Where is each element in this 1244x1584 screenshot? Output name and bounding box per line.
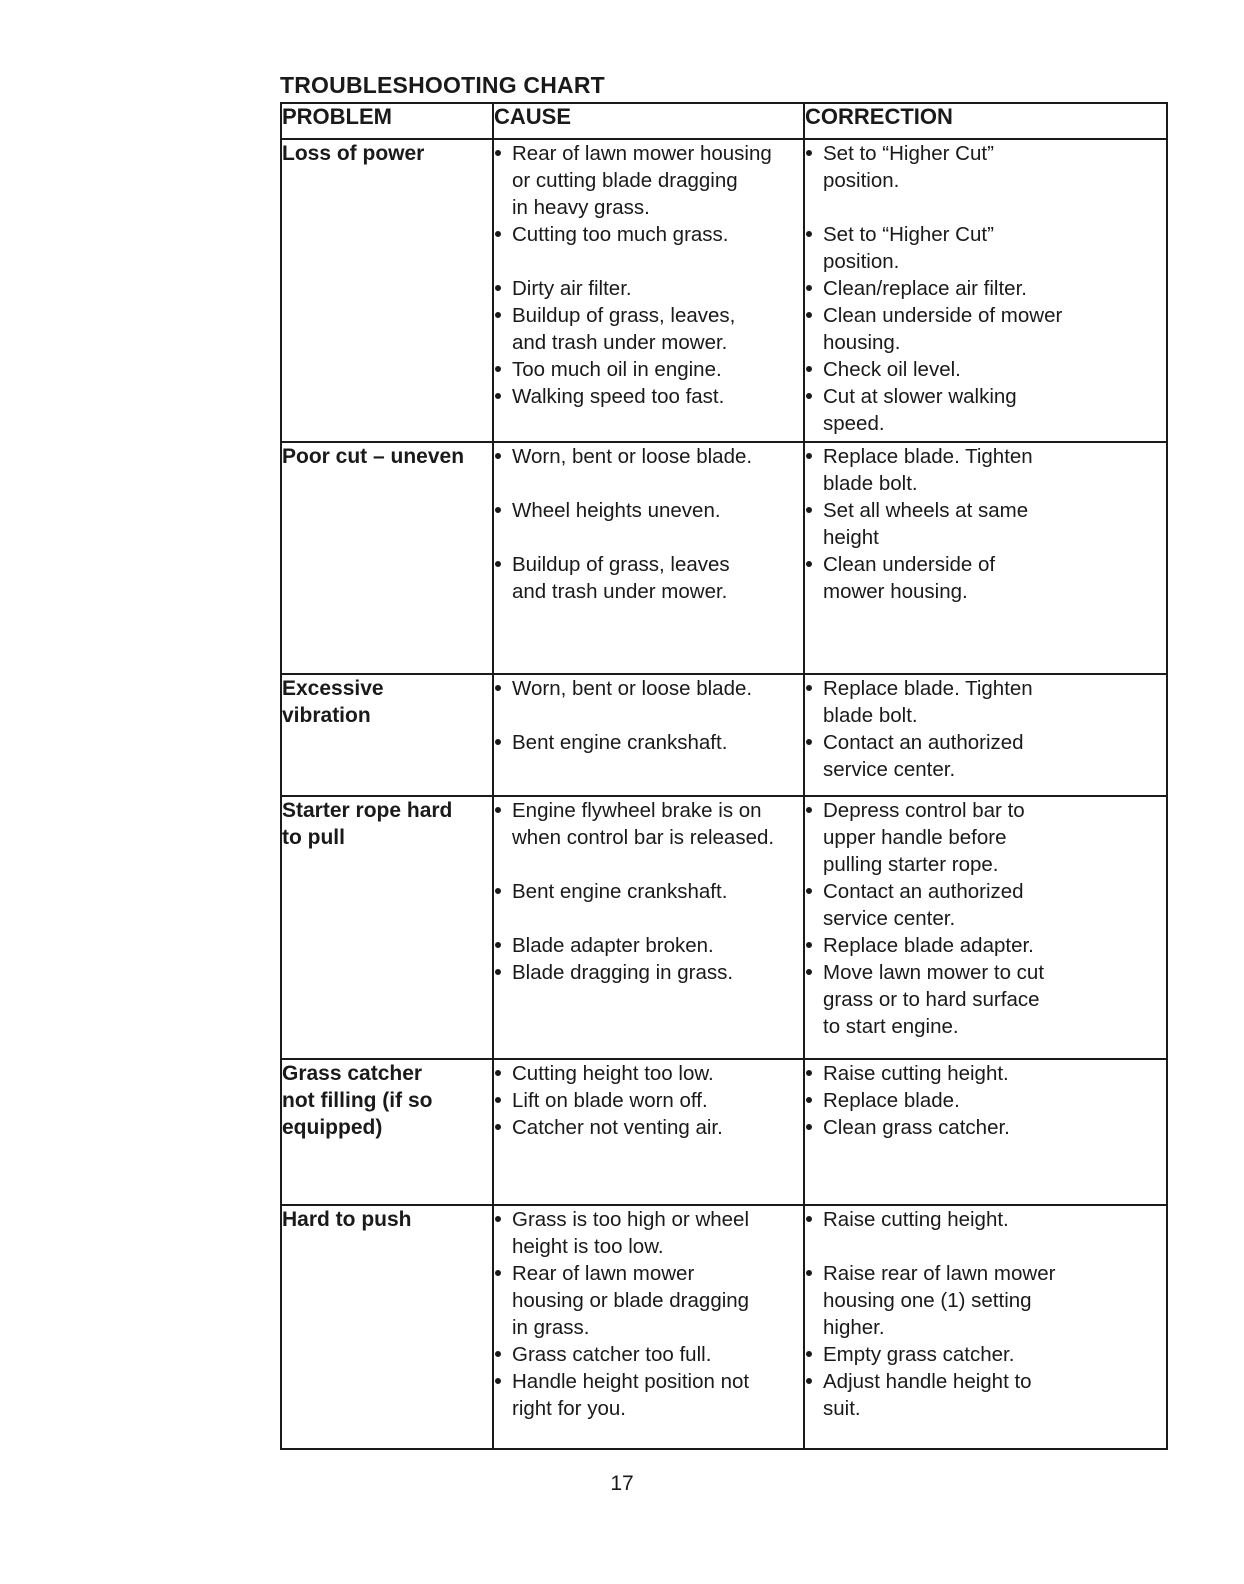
item-text: Bent engine crankshaft.	[512, 731, 728, 754]
correction-item	[805, 497, 1166, 551]
cause-list	[494, 140, 803, 410]
problem-cell	[281, 796, 493, 1059]
correction-item	[805, 1260, 1166, 1341]
item-text: Buildup of grass, leaves, and trash under mower.	[512, 304, 736, 354]
cause-item	[494, 1087, 803, 1114]
correction-cell	[804, 1205, 1167, 1449]
item-text: Cutting height too low.	[512, 1062, 714, 1085]
cause-cell	[493, 1059, 804, 1205]
correction-item	[805, 443, 1166, 497]
item-text: Empty grass catcher.	[823, 1343, 1015, 1366]
item-text: Too much oil in engine.	[512, 358, 722, 381]
table-row	[281, 442, 1167, 674]
correction-item	[805, 302, 1166, 356]
item-text: Raise cutting height.	[823, 1208, 1009, 1231]
table-row	[281, 796, 1167, 1059]
cause-item	[494, 1260, 803, 1341]
item-text: Set to “Higher Cut” position.	[823, 223, 994, 273]
item-text: Buildup of grass, leaves and trash under mower.	[512, 553, 730, 603]
header-cause: CAUSE	[493, 103, 804, 139]
cause-list	[494, 1206, 803, 1422]
item-text: Clean/replace air filter.	[823, 277, 1027, 300]
correction-cell	[804, 1059, 1167, 1205]
header-problem: PROBLEM	[281, 103, 493, 139]
correction-list	[805, 443, 1166, 605]
chart-title: TROUBLESHOOTING CHART	[280, 72, 605, 98]
correction-item	[805, 1114, 1166, 1141]
cause-item	[494, 959, 803, 986]
cause-list	[494, 797, 803, 986]
troubleshooting-table	[280, 102, 1168, 1450]
cause-item	[494, 497, 803, 524]
item-text: Grass catcher too full.	[512, 1343, 712, 1366]
correction-list	[805, 797, 1166, 1040]
cause-item	[494, 551, 803, 605]
cause-item	[494, 1368, 803, 1422]
cause-item	[494, 1206, 803, 1260]
table-row	[281, 1059, 1167, 1205]
correction-item	[805, 729, 1166, 783]
cause-item	[494, 1060, 803, 1087]
item-text: Engine flywheel brake is on when control bar is released.	[512, 799, 775, 849]
item-text: Raise rear of lawn mower housing one (1) setting higher.	[823, 1262, 1056, 1339]
correction-cell	[804, 442, 1167, 674]
correction-item	[805, 932, 1166, 959]
cause-item	[494, 1341, 803, 1368]
problem-cell	[281, 1205, 493, 1449]
cause-cell	[493, 139, 804, 442]
cause-cell	[493, 1205, 804, 1449]
cause-item	[494, 356, 803, 383]
problem-text: Starter rope hard to pull	[282, 799, 453, 849]
cause-item	[494, 275, 803, 302]
item-text: Rear of lawn mower housing or blade dragging in grass.	[512, 1262, 750, 1339]
item-text: Worn, bent or loose blade.	[512, 677, 753, 700]
correction-item	[805, 140, 1166, 194]
item-text: Replace blade.	[823, 1089, 960, 1112]
cause-list	[494, 675, 803, 756]
item-text: Wheel heights uneven.	[512, 499, 721, 522]
correction-item	[805, 275, 1166, 302]
cause-list	[494, 443, 803, 605]
correction-item	[805, 221, 1166, 275]
item-text: Check oil level.	[823, 358, 961, 381]
item-text: Cut at slower walking speed.	[823, 385, 1017, 435]
problem-text: Hard to push	[282, 1208, 412, 1231]
cause-item	[494, 1114, 803, 1141]
item-text: Depress control bar to upper handle before pulling starter rope.	[823, 799, 1025, 876]
correction-item	[805, 1341, 1166, 1368]
cause-item	[494, 443, 803, 470]
cause-item	[494, 140, 803, 221]
correction-item	[805, 551, 1166, 605]
page-number: 17	[610, 1472, 634, 1495]
correction-cell	[804, 674, 1167, 796]
cause-item	[494, 221, 803, 248]
item-text: Adjust handle height to suit.	[823, 1370, 1032, 1420]
item-text: Clean underside of mower housing.	[823, 304, 1063, 354]
table-row	[281, 139, 1167, 442]
item-text: Clean grass catcher.	[823, 1116, 1010, 1139]
cause-item	[494, 383, 803, 410]
correction-item	[805, 1087, 1166, 1114]
correction-item	[805, 383, 1166, 437]
item-text: Blade adapter broken.	[512, 934, 714, 957]
problem-text: Excessive vibration	[282, 677, 384, 727]
item-text: Cutting too much grass.	[512, 223, 729, 246]
problem-text: Grass catcher not filling (if so equipped)	[282, 1062, 433, 1139]
correction-list	[805, 675, 1166, 783]
correction-item	[805, 878, 1166, 932]
cause-item	[494, 932, 803, 959]
item-text: Set to “Higher Cut” position.	[823, 142, 994, 192]
correction-item	[805, 1206, 1166, 1233]
table-row	[281, 1205, 1167, 1449]
item-text: Dirty air filter.	[512, 277, 632, 300]
cause-item	[494, 729, 803, 756]
problem-text: Loss of power	[282, 142, 425, 165]
problem-cell	[281, 442, 493, 674]
cause-item	[494, 878, 803, 905]
item-text: Catcher not venting air.	[512, 1116, 723, 1139]
correction-list	[805, 140, 1166, 437]
item-text: Bent engine crankshaft.	[512, 880, 728, 903]
correction-list	[805, 1060, 1166, 1141]
correction-item	[805, 356, 1166, 383]
item-text: Raise cutting height.	[823, 1062, 1009, 1085]
problem-cell	[281, 674, 493, 796]
cause-cell	[493, 442, 804, 674]
item-text: Handle height position not right for you.	[512, 1370, 750, 1420]
correction-item	[805, 959, 1166, 1040]
correction-item	[805, 797, 1166, 878]
item-text: Clean underside of mower housing.	[823, 553, 996, 603]
problem-cell	[281, 139, 493, 442]
problem-cell	[281, 1059, 493, 1205]
cause-item	[494, 797, 803, 851]
correction-item	[805, 1060, 1166, 1087]
cause-list	[494, 1060, 803, 1141]
item-text: Blade dragging in grass.	[512, 961, 734, 984]
correction-cell	[804, 139, 1167, 442]
item-text: Move lawn mower to cut grass or to hard surface to start engine.	[823, 961, 1045, 1038]
cause-cell	[493, 796, 804, 1059]
item-text: Walking speed too fast.	[512, 385, 725, 408]
header-correction: CORRECTION	[804, 103, 1167, 139]
item-text: Grass is too high or wheel height is too low.	[512, 1208, 750, 1258]
item-text: Contact an authorized service center.	[823, 731, 1024, 781]
correction-item	[805, 1368, 1166, 1422]
cause-item	[494, 302, 803, 356]
cause-item	[494, 675, 803, 702]
table-body	[281, 139, 1167, 1449]
correction-list	[805, 1206, 1166, 1422]
correction-cell	[804, 796, 1167, 1059]
item-text: Rear of lawn mower housing or cutting blade dragging in heavy grass.	[512, 142, 772, 219]
item-text: Set all wheels at same height	[823, 499, 1029, 549]
problem-text: Poor cut – uneven	[282, 445, 465, 468]
item-text: Replace blade. Tighten blade bolt.	[823, 677, 1033, 727]
item-text: Contact an authorized service center.	[823, 880, 1024, 930]
item-text: Worn, bent or loose blade.	[512, 445, 753, 468]
header-row	[281, 103, 1167, 139]
cause-cell	[493, 674, 804, 796]
correction-item	[805, 675, 1166, 729]
table-row	[281, 674, 1167, 796]
item-text: Replace blade. Tighten blade bolt.	[823, 445, 1033, 495]
item-text: Lift on blade worn off.	[512, 1089, 708, 1112]
item-text: Replace blade adapter.	[823, 934, 1034, 957]
